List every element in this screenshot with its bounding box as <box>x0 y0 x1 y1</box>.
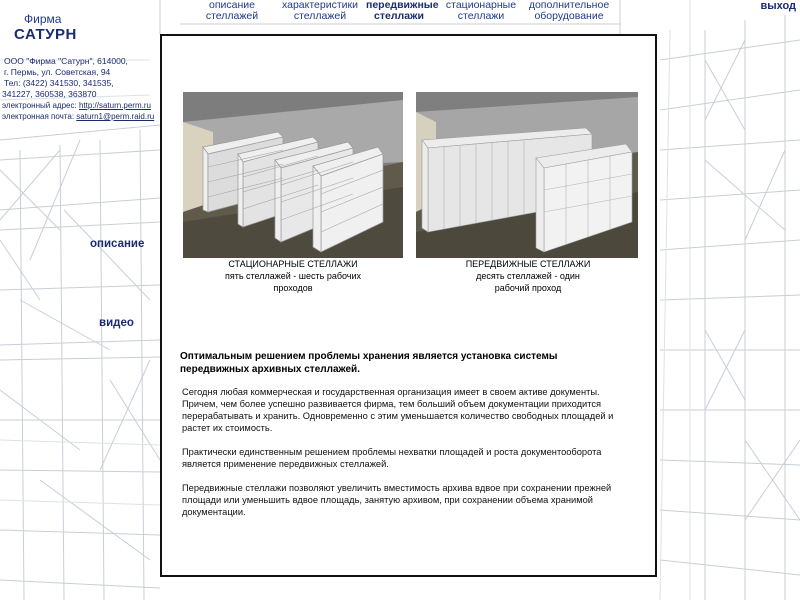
address-line: г. Пермь, ул. Советская, 94 <box>4 67 111 77</box>
caption-line: рабочий проход <box>494 283 562 293</box>
firm-word: Фирма <box>24 12 62 26</box>
stationary-shelving-photo <box>183 92 403 258</box>
nav-item-description[interactable] <box>202 0 262 22</box>
content-panel <box>160 34 657 577</box>
web-link[interactable]: http://saturn.perm.ru <box>78 101 151 110</box>
nav-item-label: дополнительное оборудование <box>528 0 610 22</box>
caption-line: десять стеллажей - один <box>476 271 580 281</box>
caption-title: СТАЦИОНАРНЫЕ СТЕЛЛАЖИ <box>228 259 358 269</box>
stationary-shelving-caption <box>183 258 403 294</box>
nav-item-label: стационарные стеллажи <box>445 0 517 22</box>
company-address <box>2 56 158 100</box>
nav-item-label: характеристики стеллажей <box>282 0 358 22</box>
side-link-description[interactable]: описание <box>90 238 145 250</box>
email-label: электронная почта: <box>2 112 75 121</box>
caption-title: ПЕРЕДВИЖНЫЕ СТЕЛЛАЖИ <box>465 259 591 269</box>
web-address <box>2 101 151 110</box>
email-link[interactable]: saturn1@perm.raid.ru <box>76 112 155 121</box>
nav-item-mobile-shelving[interactable] <box>366 0 439 22</box>
nav-item-label: передвижные стеллажи <box>366 0 439 22</box>
exit-link[interactable]: выход <box>760 0 796 12</box>
mobile-shelving-caption <box>418 258 638 294</box>
mobile-shelving-photo <box>416 92 638 258</box>
company-name: САТУРН <box>14 26 77 43</box>
caption-line: пять стеллажей - шесть рабочих <box>224 271 362 281</box>
nav-item-stationary-shelving[interactable] <box>444 0 518 22</box>
nav-item-additional-equipment[interactable] <box>524 0 614 22</box>
email-address <box>2 112 154 121</box>
article-paragraph: Практически единственным решением проблемы нехватки площадей и роста документооборота является применение передвижных стеллажей. <box>182 447 602 469</box>
nav-item-label: описание стеллажей <box>205 0 259 22</box>
address-line: ООО "Фирма "Сатурн", 614000, <box>4 56 128 66</box>
address-line: 341227, 360538, 363870 <box>2 89 97 99</box>
top-navigation <box>180 0 620 24</box>
web-label: электронный адрес: <box>2 101 77 110</box>
article-paragraph: Сегодня любая коммерческая и государственная организация имеет в своем активе документы. Причем, чем более успешно развивается фирма, тем больший объем документации приходится перерабатывать и хранить. Одновременно с этим уменьшается количество свободных площадей и растет их стоимость. <box>182 387 614 433</box>
article-lead: Оптимальным решением проблемы хранения является установка системы передвижных архивных стеллажей. <box>180 351 558 375</box>
side-link-video[interactable]: видео <box>99 317 134 329</box>
address-line: Тел: (3422) 341530, 341535, <box>4 78 114 88</box>
nav-item-characteristics[interactable] <box>280 0 360 22</box>
article-paragraph: Передвижные стеллажи позволяют увеличить вместимость архива вдвое при сохранении прежней площади или уменьшить вдвое площадь, занятую архивом, при сохранении объема хранимой документации. <box>182 483 612 517</box>
caption-line: проходов <box>273 283 313 293</box>
